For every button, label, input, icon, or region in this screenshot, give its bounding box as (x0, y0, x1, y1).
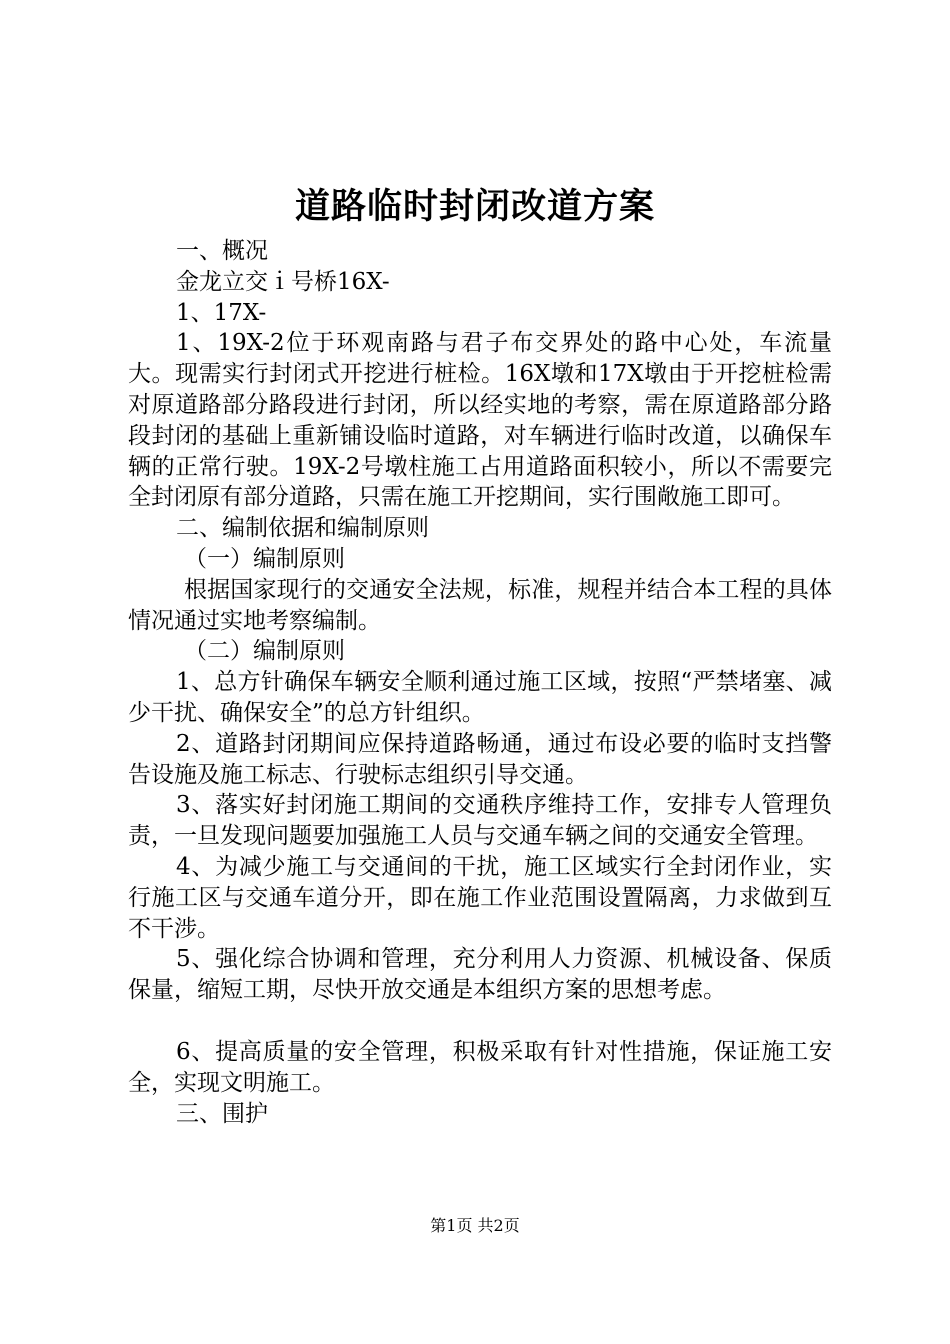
paragraph: 金龙立交ｉ号桥16X- (176, 268, 390, 295)
section-heading-overview: 一、概况 (176, 238, 268, 264)
subsection-heading: （一）编制原则 (184, 545, 345, 572)
list-item: 6、提高质量的安全管理，积极采取有针对性措施，保证施工安全，实现文明施工。 (128, 1038, 832, 1096)
blank-line (128, 1006, 832, 1037)
list-item: 5、强化综合协调和管理，充分利用人力资源、机械设备、保质保量，缩短工期，尽快开放交通是本组织方案的思想考虑。 (128, 946, 832, 1004)
section-heading-enclosure: 三、围护 (176, 1100, 268, 1127)
list-item: 1、总方针确保车辆安全顺利通过施工区域，按照“严禁堵塞、减少干扰、确保安全”的总方针组织。 (128, 669, 832, 726)
list-item: 3、落实好封闭施工期间的交通秩序维持工作，安排专人管理负责，一旦发现问题要加强施工人员与交通车辆之间的交通安全管理。 (128, 792, 832, 850)
section-heading-basis: 二、编制依据和编制原则 (176, 515, 429, 542)
paragraph: 1、19X-2位于环观南路与君子布交界处的路中心处，车流量大。现需实行封闭式开挖进行桩检。16X墩和17X墩由于开挖桩检需对原道路部分路段进行封闭，所以经实地的考察，需在原道路部分路段封闭的基础上重新铺设临时道路，对车辆进行临时改道，以确保车辆的正常行驶。19X-2号墩柱施工占用道路面积较小，所以不需要完全封闭原有部分道路，只需在施工开挖期间，实行围敞施工即可。 (128, 330, 832, 511)
list-item: 2、道路封闭期间应保持道路畅通，通过布设必要的临时支挡警告设施及施工标志、行驶标志组织引导交通。 (128, 730, 832, 788)
document-body (128, 236, 832, 1129)
paragraph: 1、17X- (176, 299, 267, 326)
list-item: 4、为减少施工与交通间的干扰，施工区域实行全封闭作业，实行施工区与交通车道分开，即在施工作业范围设置隔离，力求做到互不干涉。 (128, 853, 832, 942)
paragraph: 根据国家现行的交通安全法规，标准，规程并结合本工程的具体情况通过实地考察编制。 (128, 576, 832, 634)
document-title: 道路临时封闭改道方案 (294, 186, 655, 227)
page-footer: 第1页 共2页 (430, 1216, 520, 1235)
subsection-heading: （二）编制原则 (184, 638, 345, 665)
